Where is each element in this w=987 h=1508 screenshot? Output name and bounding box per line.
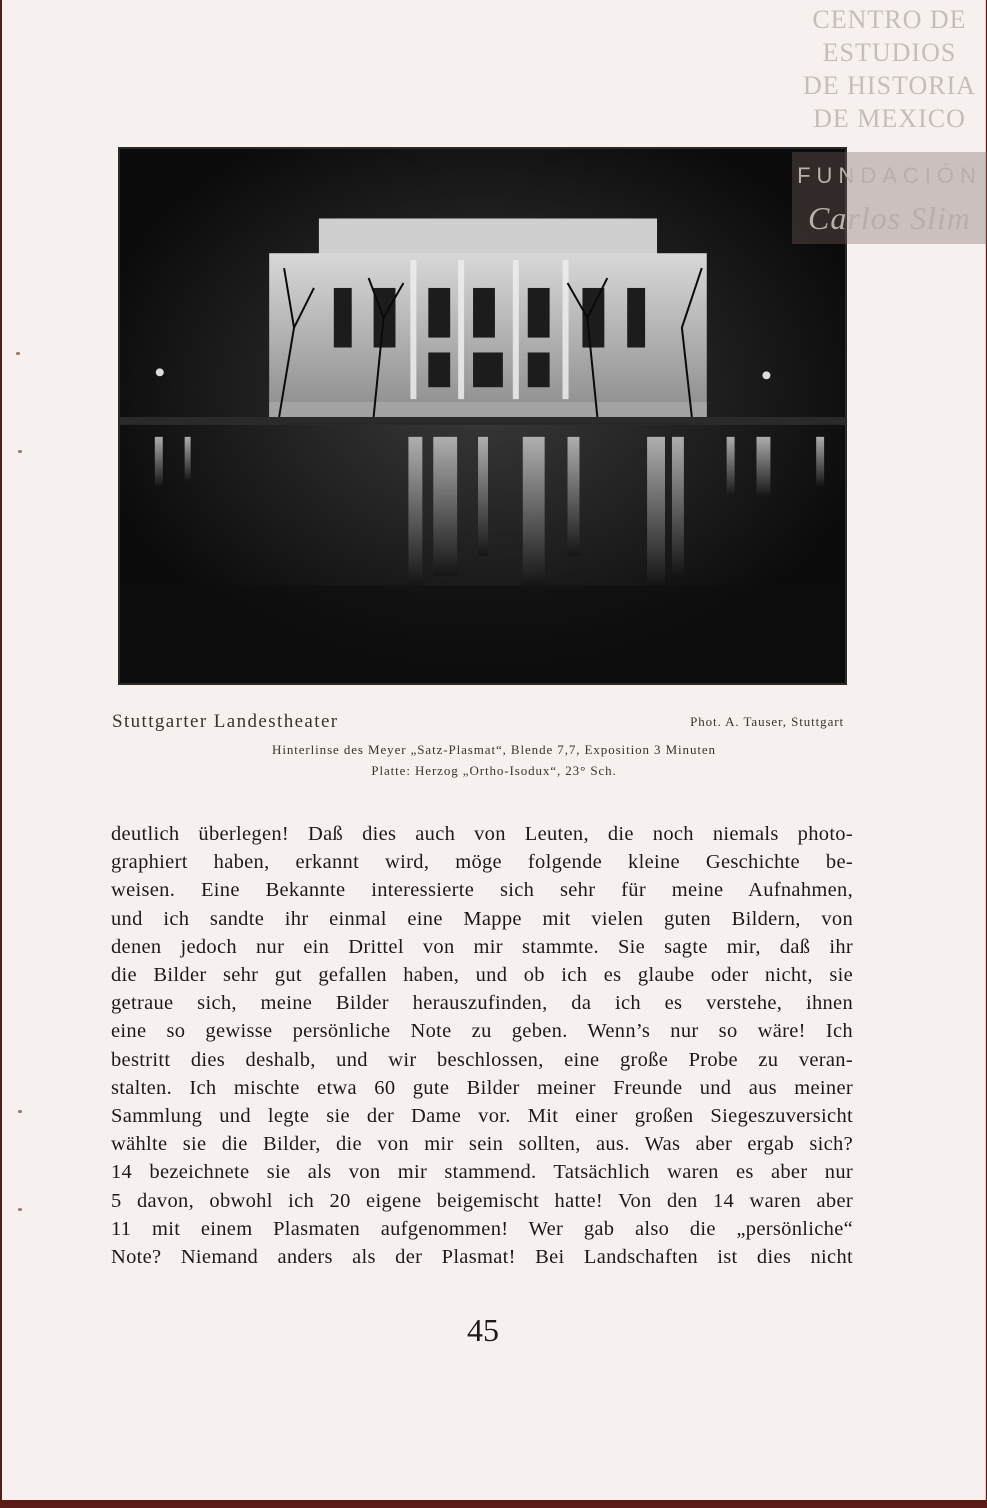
page-edge-mark (16, 352, 20, 355)
body-line: denen jedoch nur ein Drittel von mir stammte. Sie sagte mir, daß ihr (111, 935, 853, 958)
watermark-line: DE MEXICO (813, 104, 966, 133)
body-line: wählte sie die Bilder, die von mir sein sollten, aus. Was aber ergab sich? (111, 1133, 853, 1156)
theater-night-photograph (118, 147, 847, 685)
body-line: 14 bezeichnete sie als von mir stammend. Tatsächlich waren es aber nur (111, 1161, 853, 1184)
body-line: Note? Niemand anders als der Plasmat! Bei Landschaften ist dies nicht (111, 1246, 853, 1269)
body-line: die Bilder sehr gut gefallen haben, und ob ich es glaube oder nicht, sie (111, 964, 853, 987)
book-page (2, 0, 986, 1500)
body-line: eine so gewisse persönliche Note zu geben. Wenn’s nur so wäre! Ich (111, 1020, 853, 1043)
watermark-line: CENTRO DE (812, 5, 967, 34)
photo-caption-technical: Hinterlinse des Meyer „Satz-Plasmat“, Blende 7,7, Exposition 3 Minuten (272, 742, 716, 757)
page-edge-mark (18, 1208, 22, 1211)
watermark-line: DE HISTORIA (802, 71, 977, 100)
body-line: stalten. Ich mischte etwa 60 gute Bilder meiner Freunde und aus meiner (111, 1076, 853, 1099)
body-line: und ich sandte ihr einmal eine Mappe mit vielen guten Bildern, von (111, 907, 853, 930)
body-line: 11 mit einem Plasmaten aufgenommen! Wer gab also die „persönliche“ (111, 1217, 853, 1240)
page-number: 45 (467, 1312, 499, 1348)
body-line: getraue sich, meine Bilder herauszufinden, da ich es verstehe, ihnen (111, 992, 853, 1015)
body-line: 5 davon, obwohl ich 20 eigene beigemischt hatte! Von den 14 waren aber (111, 1189, 853, 1212)
body-line: Sammlung und legte sie der Dame vor. Mit einer großen Siegeszuversicht (111, 1105, 853, 1128)
archive-watermark (792, 0, 987, 244)
watermark-fundacion: FUNDACIÓN (797, 163, 982, 188)
body-line: deutlich überlegen! Daß dies auch von Leuten, die noch niemals photo- (111, 823, 853, 845)
photo-credit: Phot. A. Tauser, Stuttgart (690, 714, 844, 729)
body-paragraph (111, 820, 853, 1271)
watermark-line: ESTUDIOS (822, 38, 957, 67)
photo-caption-title: Stuttgarter Landestheater (112, 711, 339, 732)
watermark-signature: Carlos Slim (807, 200, 972, 236)
body-line: bestritt dies deshalb, und wir beschlossen, eine große Probe zu veran- (111, 1048, 853, 1071)
body-line: weisen. Eine Bekannte interessierte sich sehr für meine Aufnahmen, (111, 879, 853, 902)
theater-illustration (120, 149, 845, 683)
page-edge-mark (18, 1110, 22, 1113)
page-edge-mark (18, 450, 22, 453)
body-line: graphiert haben, erkannt wird, möge folgende kleine Geschichte be- (111, 851, 853, 874)
photo-caption-plate: Platte: Herzog „Ortho-Isodux“, 23° Sch. (371, 763, 617, 778)
